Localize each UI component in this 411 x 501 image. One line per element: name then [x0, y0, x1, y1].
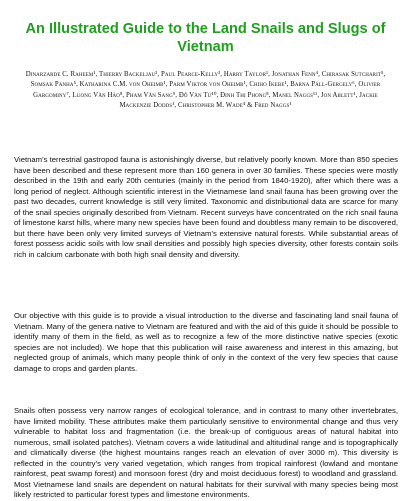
document-title: An Illustrated Guide to the Land Snails and Slugs of Vietnam	[25, 21, 386, 55]
paragraph-ecology: Snails often possess very narrow ranges of ecological tolerance, and in contrast to many other invertebrates, have limited mobility. These attributes make them particularly sensitive to environmental change and thus very vulnerable to habitat loss and fragmentation (i.e. the break-up of contiguous areas of natural habitat into numerous, small isolated patches). Vietnam covers a wide latitudinal and altitudinal range and is topographically and climatically diverse (the highest mountains ranges reach an elevation of over 3000 m). This diversity is reflected in the country’s very varied vegetation, which ranges from tropical rainforest (lowland and montane rainforest, peat swamp forest) and monsoon forest (dry and moist deciduous forest) to woodland and grassland. Most Vietnamese land snails are dependent on natural habitats for their survival with many species being most likely restricted to particular forest types and limestone environments.	[14, 406, 398, 499]
paragraph-intro: Vietnam’s terrestrial gastropod fauna is astonishingly diverse, but relatively poorly known. More than 850 species have been described and these represent more than 160 genera in over 30 families. These species were mostly described in the 19th and early 20th centuries (mainly in the period from 1840-1920), after which there was a long period of neglect. Although scientific interest in the Vietnamese land snail fauna has been growing over the past two decades, current knowledge is still very limited. Taxonomic and distributional data are scarce for many of the snail species originally described from Vietnam. Recent surveys have concentrated on the rich snail fauna of limestone karst hills, where many new species have been found and doubtless many remain to be discovered, but there have been only very limited surveys of Vietnam’s extensive natural forests. While substantial areas of forest possess acidic soils with low snail densities and possibly high species diversity, other forests contain soils rich in calcium carbonate with both high snail density and diversity.	[14, 155, 398, 259]
author-list: Dinarzarde C. Raheem¹, Thierry Backeljau², Paul Pearce-Kelly³, Harry Taylor¹, Jonathan Fenn⁴, Chirasak Sutcharit⁵, Somsak Panha⁵, Katharina C.M. von Oheimb¹, Parm Viktor von Oheimb¹, Chiho Ikebe¹, Barna Páll-Gergely⁶, Olivier Gargominy⁷, Luong Văn Hào⁸, Pham Văn Sang⁹, Đỗ Văn Tứ¹⁰, Đinh Thị Phong⁸, Manel Naggs¹¹, Jon Ablett¹, Jackie Mackenzie Dodds¹, Christopher M. Wade⁴ & Fred Naggs¹	[25, 71, 386, 110]
paragraph-objective: Our objective with this guide is to provide a visual introduction to the diverse and fascinating land snail fauna of Vietnam. Many of the genera native to Vietnam are featured and with the aid of this guide it should be possible to identify many of them in the field, as well as to recognize a few of the more distinctive native species (exotic species are not included). We hope that this publication will raise awareness and interest in this amazing, but neglected group of animals, which many people think of only in the context of the very few species that cause damage to crops and garden plants.	[14, 311, 398, 373]
